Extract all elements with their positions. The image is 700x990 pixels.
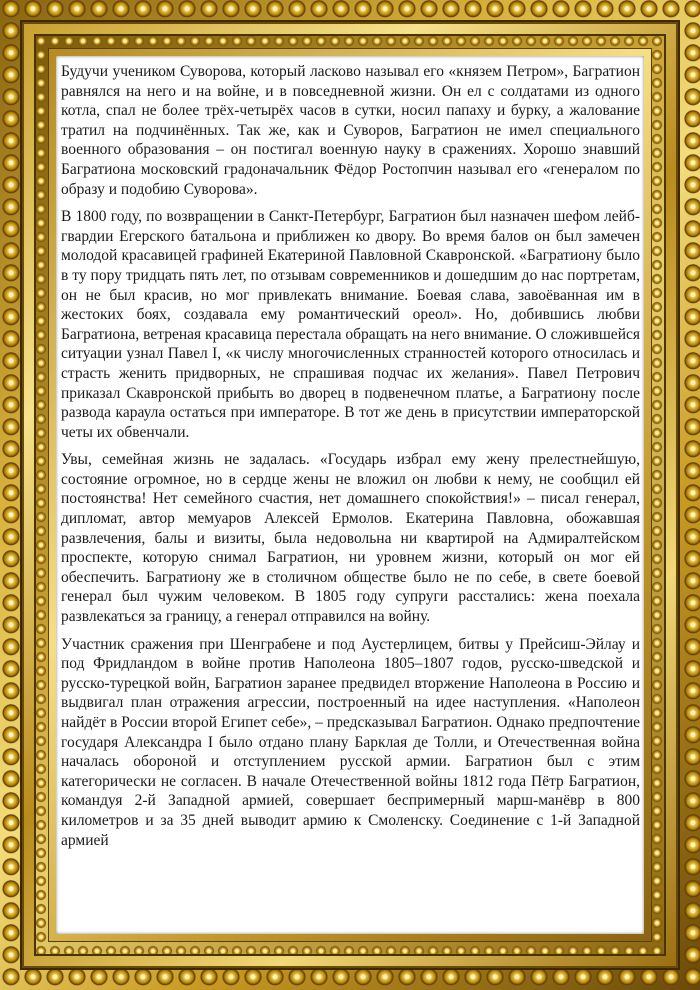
frame-lip — [48, 48, 652, 942]
paragraph-4: Участник сражения при Шенграбене и под Аустерлицем, битвы у Прейсиш-Эйлау и под Фридландом в войне против Наполеона 1805–1807 годов, русско-шведской и русско-турецкой войн, Багратион заранее предвидел вторжение Наполеона в Россию и выдвигал план отражения агрессии, построенный на идее наступления. «Наполеон найдёт в России второй Египет себе», – предсказывал Багратион. Однако предпочтение государя Александра I было отдано плану Барклая де Толли, и Отечественная война началась обороной и отступлением русской армии. Багратион был с этим категорически не согласен. В начале Отечественной войны 1812 года Пётр Багратион, командуя 2-й Западной армией, совершает беспримерный марш-манёвр в 800 километров и за 35 дней выводит армию к Смоленску. Соединение с 1-й Западной армией — [61, 635, 640, 849]
paragraph-2: В 1800 году, по возвращении в Санкт-Петербург, Багратион был назначен шефом лейб-гвардии Егерского батальона и приближен ко двору. Во время балов он был замечен молодой красавицей графиней Екатериной Павловной Скавронской. «Багратиону было в ту пору тридцать пять лет, по отзывам современников и дошедшим до нас портретам, он не был красив, но мог привлекать внимание. Боевая слава, завоёванная им в жестоких боях, создавала ему романтический ореол». Но, добившись любви Багратиона, ветреная красавица перестала обращать на него внимание. О сложившейся ситуации узнал Павел I, «к числу многочисленных странностей которого относилась и страсть женить придворных, не спрашивая подчас их желания». Павел Петрович приказал Скавронской прибыть во дворец в подвенечном платье, а Багратиону после развода караула остаться при императоре. В тот же день в присутствии императорской четы их обвенчали. — [61, 208, 640, 441]
text-page — [56, 56, 644, 934]
frame-inner-band — [22, 22, 678, 968]
paragraph-1: Будучи учеником Суворова, который ласково называл его «князем Петром», Багратион равнялся на него и на войне, и в повседневной жизни. Он ел с солдатами из одного котла, спал не более трёх-четырёх часов в сутки, носил папаху и бурку, а жалование тратил на подчинённых. Так же, как и Суворов, Багратион не имел специального военного образования – он постигал военную науку в сражениях. Хорошо знавший Багратиона московский градоначальник Фёдор Ростопчин называл его «генералом по образу и подобию Суворова». — [61, 63, 640, 198]
frame-beaded-band — [34, 34, 666, 956]
paragraph-3: Увы, семейная жизнь не задалась. «Государь избрал ему жену прелестнейшую, состояние огромное, но в сердце жены не вложил он любви к нему, не сообщил ей постоянства! Нет семейного счастия, нет домашнего спокойствия!» – писал генерал, дипломат, автор мемуаров Алексей Ермолов. Екатерина Павловна, обожавшая развлечения, балы и визиты, была недовольна ни квартирой на Адмиралтейском проспекте, которую снимал Багратион, ни уровнем жизни, который он мог ей обеспечить. Багратиону же в столичном обществе было не по себе, в свете боевой генерал был чужим человеком. В 1805 году супруги расстались: жена поехала развлекаться за границу, а генерал отправился на войну. — [61, 451, 640, 626]
